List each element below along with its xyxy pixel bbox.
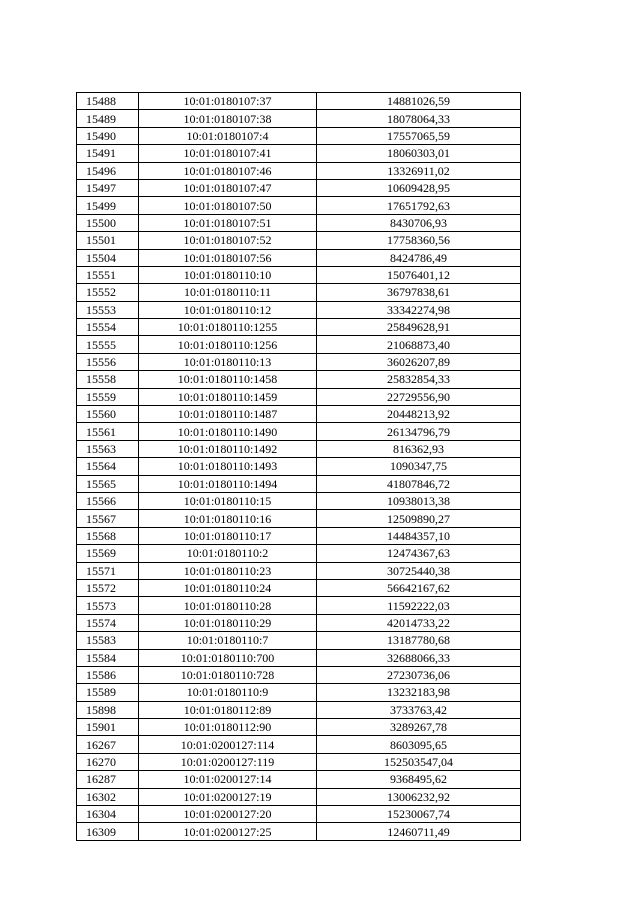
- value-cell: 8430706,93: [317, 214, 521, 231]
- row-number-cell: 15496: [77, 162, 139, 179]
- value-cell: 18078064,33: [317, 110, 521, 127]
- row-number-cell: 15567: [77, 510, 139, 527]
- row-number-cell: 15571: [77, 562, 139, 579]
- cadastral-number-cell: 10:01:0180107:38: [139, 110, 317, 127]
- cadastral-number-cell: 10:01:0200127:19: [139, 788, 317, 805]
- value-cell: 17758360,56: [317, 232, 521, 249]
- cadastral-number-cell: 10:01:0180110:1459: [139, 388, 317, 405]
- row-number-cell: 15559: [77, 388, 139, 405]
- value-cell: 56642167,62: [317, 579, 521, 596]
- cadastral-number-cell: 10:01:0180110:17: [139, 527, 317, 544]
- cadastral-number-cell: 10:01:0180110:13: [139, 353, 317, 370]
- cadastral-number-cell: 10:01:0200127:14: [139, 771, 317, 788]
- value-cell: 8424786,49: [317, 249, 521, 266]
- row-number-cell: 15561: [77, 423, 139, 440]
- value-cell: 30725440,38: [317, 562, 521, 579]
- value-cell: 12460711,49: [317, 823, 521, 840]
- table-row: [77, 440, 521, 457]
- cadastral-number-cell: 10:01:0180107:56: [139, 249, 317, 266]
- table-row: [77, 145, 521, 162]
- table-row: [77, 406, 521, 423]
- row-number-cell: 15489: [77, 110, 139, 127]
- cadastral-number-cell: 10:01:0180107:52: [139, 232, 317, 249]
- cadastral-number-cell: 10:01:0180110:29: [139, 614, 317, 631]
- value-cell: 25832854,33: [317, 371, 521, 388]
- value-cell: 13326911,02: [317, 162, 521, 179]
- cadastral-number-cell: 10:01:0180110:1490: [139, 423, 317, 440]
- row-number-cell: 15558: [77, 371, 139, 388]
- cadastral-number-cell: 10:01:0180110:28: [139, 597, 317, 614]
- row-number-cell: 15555: [77, 336, 139, 353]
- row-number-cell: 15497: [77, 179, 139, 196]
- table-row: [77, 719, 521, 736]
- value-cell: 22729556,90: [317, 388, 521, 405]
- table-row: [77, 266, 521, 283]
- row-number-cell: 15568: [77, 527, 139, 544]
- table-row: [77, 353, 521, 370]
- value-cell: 12509890,27: [317, 510, 521, 527]
- row-number-cell: 15573: [77, 597, 139, 614]
- table-row: [77, 232, 521, 249]
- cadastral-number-cell: 10:01:0180107:50: [139, 197, 317, 214]
- row-number-cell: 15574: [77, 614, 139, 631]
- table-row: [77, 806, 521, 823]
- cadastral-number-cell: 10:01:0180110:1458: [139, 371, 317, 388]
- row-number-cell: 16302: [77, 788, 139, 805]
- value-cell: 41807846,72: [317, 475, 521, 492]
- cadastral-number-cell: 10:01:0180110:1492: [139, 440, 317, 457]
- table-row: [77, 632, 521, 649]
- table-row: [77, 336, 521, 353]
- table-row: [77, 319, 521, 336]
- cadastral-number-cell: 10:01:0180110:23: [139, 562, 317, 579]
- value-cell: 17557065,59: [317, 127, 521, 144]
- table-row: [77, 492, 521, 509]
- value-cell: 14881026,59: [317, 93, 521, 110]
- cadastral-number-cell: 10:01:0200127:119: [139, 753, 317, 770]
- row-number-cell: 15901: [77, 719, 139, 736]
- value-cell: 36026207,89: [317, 353, 521, 370]
- row-number-cell: 15563: [77, 440, 139, 457]
- cadastral-number-cell: 10:01:0180110:7: [139, 632, 317, 649]
- table-row: [77, 788, 521, 805]
- table-row: [77, 127, 521, 144]
- row-number-cell: 15554: [77, 319, 139, 336]
- value-cell: 816362,93: [317, 440, 521, 457]
- cadastral-number-cell: 10:01:0180107:46: [139, 162, 317, 179]
- data-table: [76, 92, 521, 841]
- value-cell: 26134796,79: [317, 423, 521, 440]
- cadastral-number-cell: 10:01:0180107:41: [139, 145, 317, 162]
- value-cell: 33342274,98: [317, 301, 521, 318]
- cadastral-number-cell: 10:01:0180110:15: [139, 492, 317, 509]
- row-number-cell: 15584: [77, 649, 139, 666]
- cadastral-number-cell: 10:01:0180110:11: [139, 284, 317, 301]
- row-number-cell: 15556: [77, 353, 139, 370]
- value-cell: 20448213,92: [317, 406, 521, 423]
- table-row: [77, 197, 521, 214]
- row-number-cell: 15499: [77, 197, 139, 214]
- cadastral-number-cell: 10:01:0180110:10: [139, 266, 317, 283]
- table-row: [77, 93, 521, 110]
- cadastral-number-cell: 10:01:0180110:16: [139, 510, 317, 527]
- table-row: [77, 579, 521, 596]
- table-row: [77, 423, 521, 440]
- row-number-cell: 15501: [77, 232, 139, 249]
- table-row: [77, 562, 521, 579]
- cadastral-number-cell: 10:01:0180110:728: [139, 666, 317, 683]
- value-cell: 13006232,92: [317, 788, 521, 805]
- table-row: [77, 545, 521, 562]
- table-row: [77, 684, 521, 701]
- row-number-cell: 15504: [77, 249, 139, 266]
- cadastral-number-cell: 10:01:0180107:37: [139, 93, 317, 110]
- table-row: [77, 597, 521, 614]
- table-row: [77, 823, 521, 840]
- value-cell: 3733763,42: [317, 701, 521, 718]
- table-row: [77, 371, 521, 388]
- cadastral-number-cell: 10:01:0200127:25: [139, 823, 317, 840]
- value-cell: 3289267,78: [317, 719, 521, 736]
- table-row: [77, 753, 521, 770]
- value-cell: 14484357,10: [317, 527, 521, 544]
- value-cell: 8603095,65: [317, 736, 521, 753]
- value-cell: 42014733,22: [317, 614, 521, 631]
- value-cell: 17651792,63: [317, 197, 521, 214]
- table-row: [77, 701, 521, 718]
- table-row: [77, 666, 521, 683]
- value-cell: 13187780,68: [317, 632, 521, 649]
- row-number-cell: 16270: [77, 753, 139, 770]
- table-row: [77, 475, 521, 492]
- value-cell: 32688066,33: [317, 649, 521, 666]
- table-row: [77, 162, 521, 179]
- row-number-cell: 15500: [77, 214, 139, 231]
- value-cell: 1090347,75: [317, 458, 521, 475]
- cadastral-number-cell: 10:01:0180110:12: [139, 301, 317, 318]
- cadastral-number-cell: 10:01:0180112:89: [139, 701, 317, 718]
- value-cell: 27230736,06: [317, 666, 521, 683]
- row-number-cell: 15552: [77, 284, 139, 301]
- cadastral-number-cell: 10:01:0180110:2: [139, 545, 317, 562]
- table-row: [77, 510, 521, 527]
- value-cell: 9368495,62: [317, 771, 521, 788]
- row-number-cell: 15560: [77, 406, 139, 423]
- row-number-cell: 15589: [77, 684, 139, 701]
- table-row: [77, 388, 521, 405]
- row-number-cell: 15898: [77, 701, 139, 718]
- table-row: [77, 458, 521, 475]
- row-number-cell: 15566: [77, 492, 139, 509]
- value-cell: 18060303,01: [317, 145, 521, 162]
- cadastral-number-cell: 10:01:0180110:24: [139, 579, 317, 596]
- table-row: [77, 301, 521, 318]
- cadastral-number-cell: 10:01:0180110:1255: [139, 319, 317, 336]
- value-cell: 11592222,03: [317, 597, 521, 614]
- row-number-cell: 15565: [77, 475, 139, 492]
- value-cell: 25849628,91: [317, 319, 521, 336]
- table-row: [77, 614, 521, 631]
- row-number-cell: 16267: [77, 736, 139, 753]
- cadastral-number-cell: 10:01:0200127:20: [139, 806, 317, 823]
- row-number-cell: 15488: [77, 93, 139, 110]
- value-cell: 15076401,12: [317, 266, 521, 283]
- table-row: [77, 284, 521, 301]
- cadastral-number-cell: 10:01:0180110:700: [139, 649, 317, 666]
- row-number-cell: 15491: [77, 145, 139, 162]
- row-number-cell: 15551: [77, 266, 139, 283]
- row-number-cell: 15583: [77, 632, 139, 649]
- cadastral-number-cell: 10:01:0180110:1487: [139, 406, 317, 423]
- cadastral-number-cell: 10:01:0180107:4: [139, 127, 317, 144]
- cadastral-number-cell: 10:01:0180110:1493: [139, 458, 317, 475]
- table-row: [77, 736, 521, 753]
- table-row: [77, 214, 521, 231]
- cadastral-number-cell: 10:01:0180107:47: [139, 179, 317, 196]
- value-cell: 10609428,95: [317, 179, 521, 196]
- row-number-cell: 15553: [77, 301, 139, 318]
- value-cell: 13232183,98: [317, 684, 521, 701]
- value-cell: 10938013,38: [317, 492, 521, 509]
- cadastral-number-cell: 10:01:0180110:9: [139, 684, 317, 701]
- cadastral-number-cell: 10:01:0180107:51: [139, 214, 317, 231]
- value-cell: 21068873,40: [317, 336, 521, 353]
- table-row: [77, 249, 521, 266]
- row-number-cell: 15586: [77, 666, 139, 683]
- value-cell: 152503547,04: [317, 753, 521, 770]
- value-cell: 12474367,63: [317, 545, 521, 562]
- table-row: [77, 110, 521, 127]
- row-number-cell: 15569: [77, 545, 139, 562]
- table-row: [77, 527, 521, 544]
- row-number-cell: 16309: [77, 823, 139, 840]
- cadastral-number-cell: 10:01:0180110:1494: [139, 475, 317, 492]
- row-number-cell: 16287: [77, 771, 139, 788]
- cadastral-number-cell: 10:01:0200127:114: [139, 736, 317, 753]
- row-number-cell: 15572: [77, 579, 139, 596]
- row-number-cell: 16304: [77, 806, 139, 823]
- value-cell: 15230067,74: [317, 806, 521, 823]
- cadastral-number-cell: 10:01:0180110:1256: [139, 336, 317, 353]
- table-body: [77, 93, 521, 841]
- table-row: [77, 771, 521, 788]
- table-row: [77, 179, 521, 196]
- table-row: [77, 649, 521, 666]
- value-cell: 36797838,61: [317, 284, 521, 301]
- cadastral-number-cell: 10:01:0180112:90: [139, 719, 317, 736]
- row-number-cell: 15490: [77, 127, 139, 144]
- row-number-cell: 15564: [77, 458, 139, 475]
